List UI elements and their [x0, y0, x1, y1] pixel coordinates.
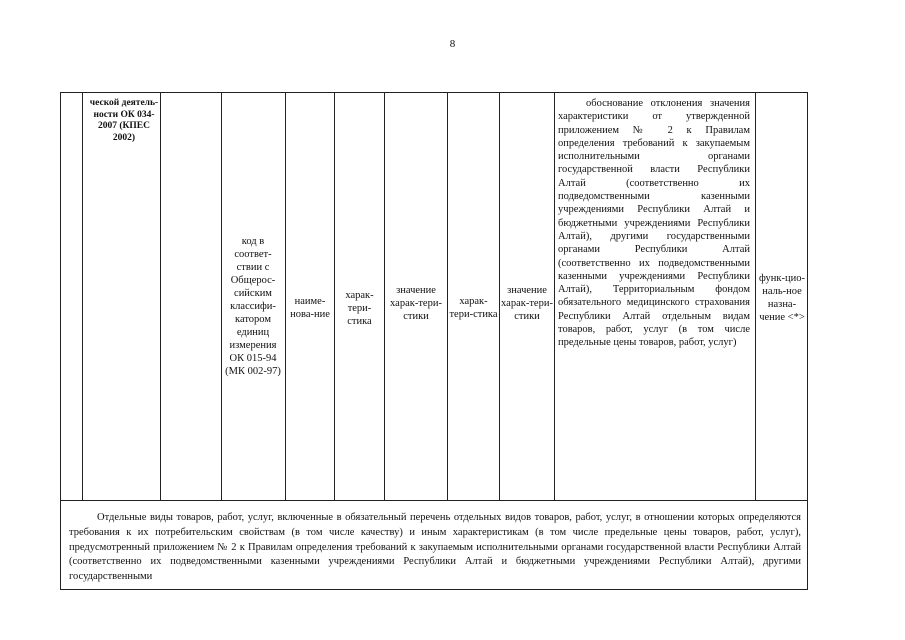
column-divider [334, 93, 335, 500]
column-divider [384, 93, 385, 500]
characteristic-label-2: харак-тери-стика [449, 296, 498, 320]
column-divider [447, 93, 448, 500]
column-divider [755, 93, 756, 500]
characteristic-label-1: харак-тери-стика [345, 289, 374, 327]
function-header [757, 243, 807, 353]
column-divider [82, 93, 83, 500]
characteristic-header-1 [336, 273, 383, 343]
okved-classifier-header: ческой деятель-ности ОК 034-2007 (КПЕС 2002) [89, 98, 159, 143]
column-divider [160, 93, 161, 500]
page-number: 8 [449, 38, 456, 50]
row-divider [61, 500, 807, 501]
characteristic-value-label-1: значение харак-тери-стики [390, 284, 442, 322]
unit-name-header [287, 273, 333, 343]
characteristic-value-label-2: значение харак-тери-стики [501, 284, 553, 322]
unit-name-label: наиме-нова-ние [290, 296, 330, 320]
column-divider [221, 93, 222, 500]
column-divider [285, 93, 286, 500]
okei-code-header [223, 211, 283, 401]
function-label: функ-цио-наль-ное назна-чение <*> [759, 273, 805, 323]
characteristic-value-header-2 [501, 263, 553, 343]
requirements-table [60, 92, 808, 590]
column-divider [499, 93, 500, 500]
justification-label: обоснование отклонения значения характеристики от утвержденной приложением № 2 к Правилам определения требований к закупаемым исполнительными органами государственной власти Республики Алтай (соответственно их подведомственными казенными учреждениями Республики Алтай и бюджетными учреждениями Республики Алтай), другими государственными органами Республики Алтай (соответственно их подведомственными казенными учреждениями Республики Алтай), Территориальным фондом обязательного медицинского страхования Республики Алтай отдельным видам товаров, работ, услуг (в том числе предельные цены товаров, работ, услуг) [558, 98, 750, 349]
justification-header [558, 97, 750, 350]
okei-code-label: код в соответ-ствии с Общерос-сийским классифи-катором единиц измерения ОК 015-94 (МК 002-97) [225, 235, 281, 377]
characteristic-header-2 [449, 273, 498, 343]
characteristic-value-header-1 [386, 263, 446, 343]
section-description: Отдельные виды товаров, работ, услуг, включенные в обязательный перечень отдельных видов товаров, работ, услуг, в отношении которых определяются требования к их потребительским свойствам (в том числе качеству) и иным характеристикам (в том числе предельные цены товаров, работ, услуг), предусмотренный приложением № 2 к Правилам определения требований к закупаемым исполнительными органами государственной власти Республики Алтай (соответственно их подведомственными казенными учреждениями Республики Алтай и бюджетными учреждениями Республики Алтай), другими государственными [69, 512, 801, 583]
column-divider [554, 93, 555, 500]
